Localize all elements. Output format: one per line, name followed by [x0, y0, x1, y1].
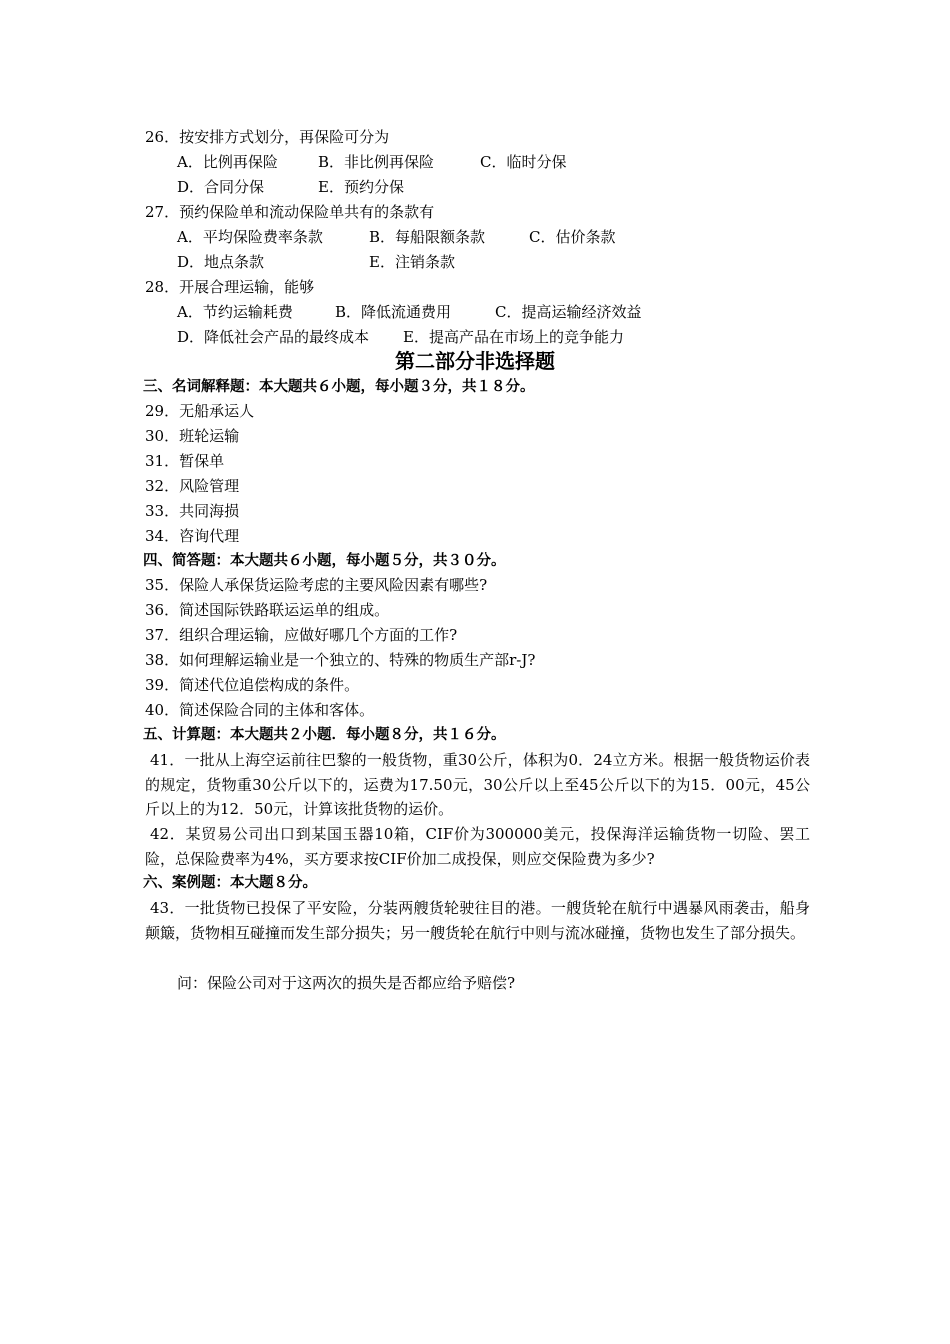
question-42: 42．某贸易公司出口到某国玉器10箱，CIF价为300000美元，投保海洋运输货物一切险、罢工险，总保险费率为4%，买方要求按CIF价加二成投保，则应交保险费为多少? [145, 825, 810, 868]
q28-option-d: D．降低社会产品的最终成本 [177, 328, 370, 346]
q28-option-e: E．提高产品在市场上的竞争能力 [403, 328, 624, 346]
q26-option-b: B．非比例再保险 [318, 153, 435, 171]
question-26-stem: 26．按安排方式划分，再保险可分为 [145, 128, 390, 146]
q28-option-a: A．节约运输耗费 [177, 303, 293, 321]
question-43-ask: 问：保险公司对于这两次的损失是否都应给予赔偿? [177, 974, 516, 992]
q28-option-b: B．降低流通费用 [335, 303, 452, 321]
q27-option-a: A．平均保险费率条款 [177, 228, 323, 246]
question-27-stem: 27．预约保险单和流动保险单共有的条款有 [145, 203, 435, 221]
list-item: 37．组织合理运输，应做好哪几个方面的工作? [145, 626, 458, 644]
list-item: 34．咨询代理 [145, 527, 240, 545]
list-item: 30．班轮运输 [145, 427, 240, 445]
question-28-stem: 28．开展合理运输，能够 [145, 278, 315, 296]
list-item: 39．简述代位追偿构成的条件。 [145, 676, 360, 694]
section-6-header: 六、案例题：本大题８分。 [143, 875, 317, 891]
list-item: 35．保险人承保货运险考虑的主要风险因素有哪些? [145, 576, 488, 594]
question-41: 41．一批从上海空运前往巴黎的一般货物，重30公斤，体积为0．24立方米。根据一般货物运价表的规定，货物重30公斤以下的，运费为17.50元，30公斤以上至45公斤以下的为15．00元，45公斤以上的为12．50元，计算该批货物的运价。 [145, 751, 810, 818]
q26-option-c: C．临时分保 [480, 153, 567, 171]
q26-option-e: E．预约分保 [318, 178, 404, 196]
list-item: 29．无船承运人 [145, 402, 255, 420]
q26-option-a: A．比例再保险 [177, 153, 278, 171]
section-4-header: 四、简答题：本大题共６小题，每小题５分，共３０分。 [143, 553, 506, 569]
section-5-header: 五、计算题：本大题共２小题．每小题８分，共１６分。 [143, 727, 506, 743]
section-3-header: 三、名词解释题：本大题共６小题，每小题３分，共１８分。 [143, 379, 535, 395]
list-item: 32．风险管理 [145, 477, 240, 495]
q27-option-c: C．估价条款 [529, 228, 616, 246]
q27-option-d: D．地点条款 [177, 253, 265, 271]
q28-option-c: C．提高运输经济效益 [495, 303, 642, 321]
list-item: 38．如何理解运输业是一个独立的、特殊的物质生产部r-J? [145, 651, 536, 669]
list-item: 36．简述国际铁路联运运单的组成。 [145, 601, 390, 619]
q26-option-d: D．合同分保 [177, 178, 265, 196]
list-item: 31．暂保单 [145, 452, 225, 470]
part-2-title: 第二部分非选择题 [395, 349, 555, 373]
q27-option-b: B．每船限额条款 [369, 228, 486, 246]
q27-option-e: E．注销条款 [369, 253, 455, 271]
list-item: 40．简述保险合同的主体和客体。 [145, 701, 375, 719]
list-item: 33．共同海损 [145, 502, 240, 520]
question-43: 43．一批货物已投保了平安险，分装两艘货轮驶往目的港。一艘货轮在航行中遇暴风雨袭击，船身颠簸，货物相互碰撞而发生部分损失；另一艘货轮在航行中则与流冰碰撞，货物也发生了部分损失。 [145, 899, 810, 942]
